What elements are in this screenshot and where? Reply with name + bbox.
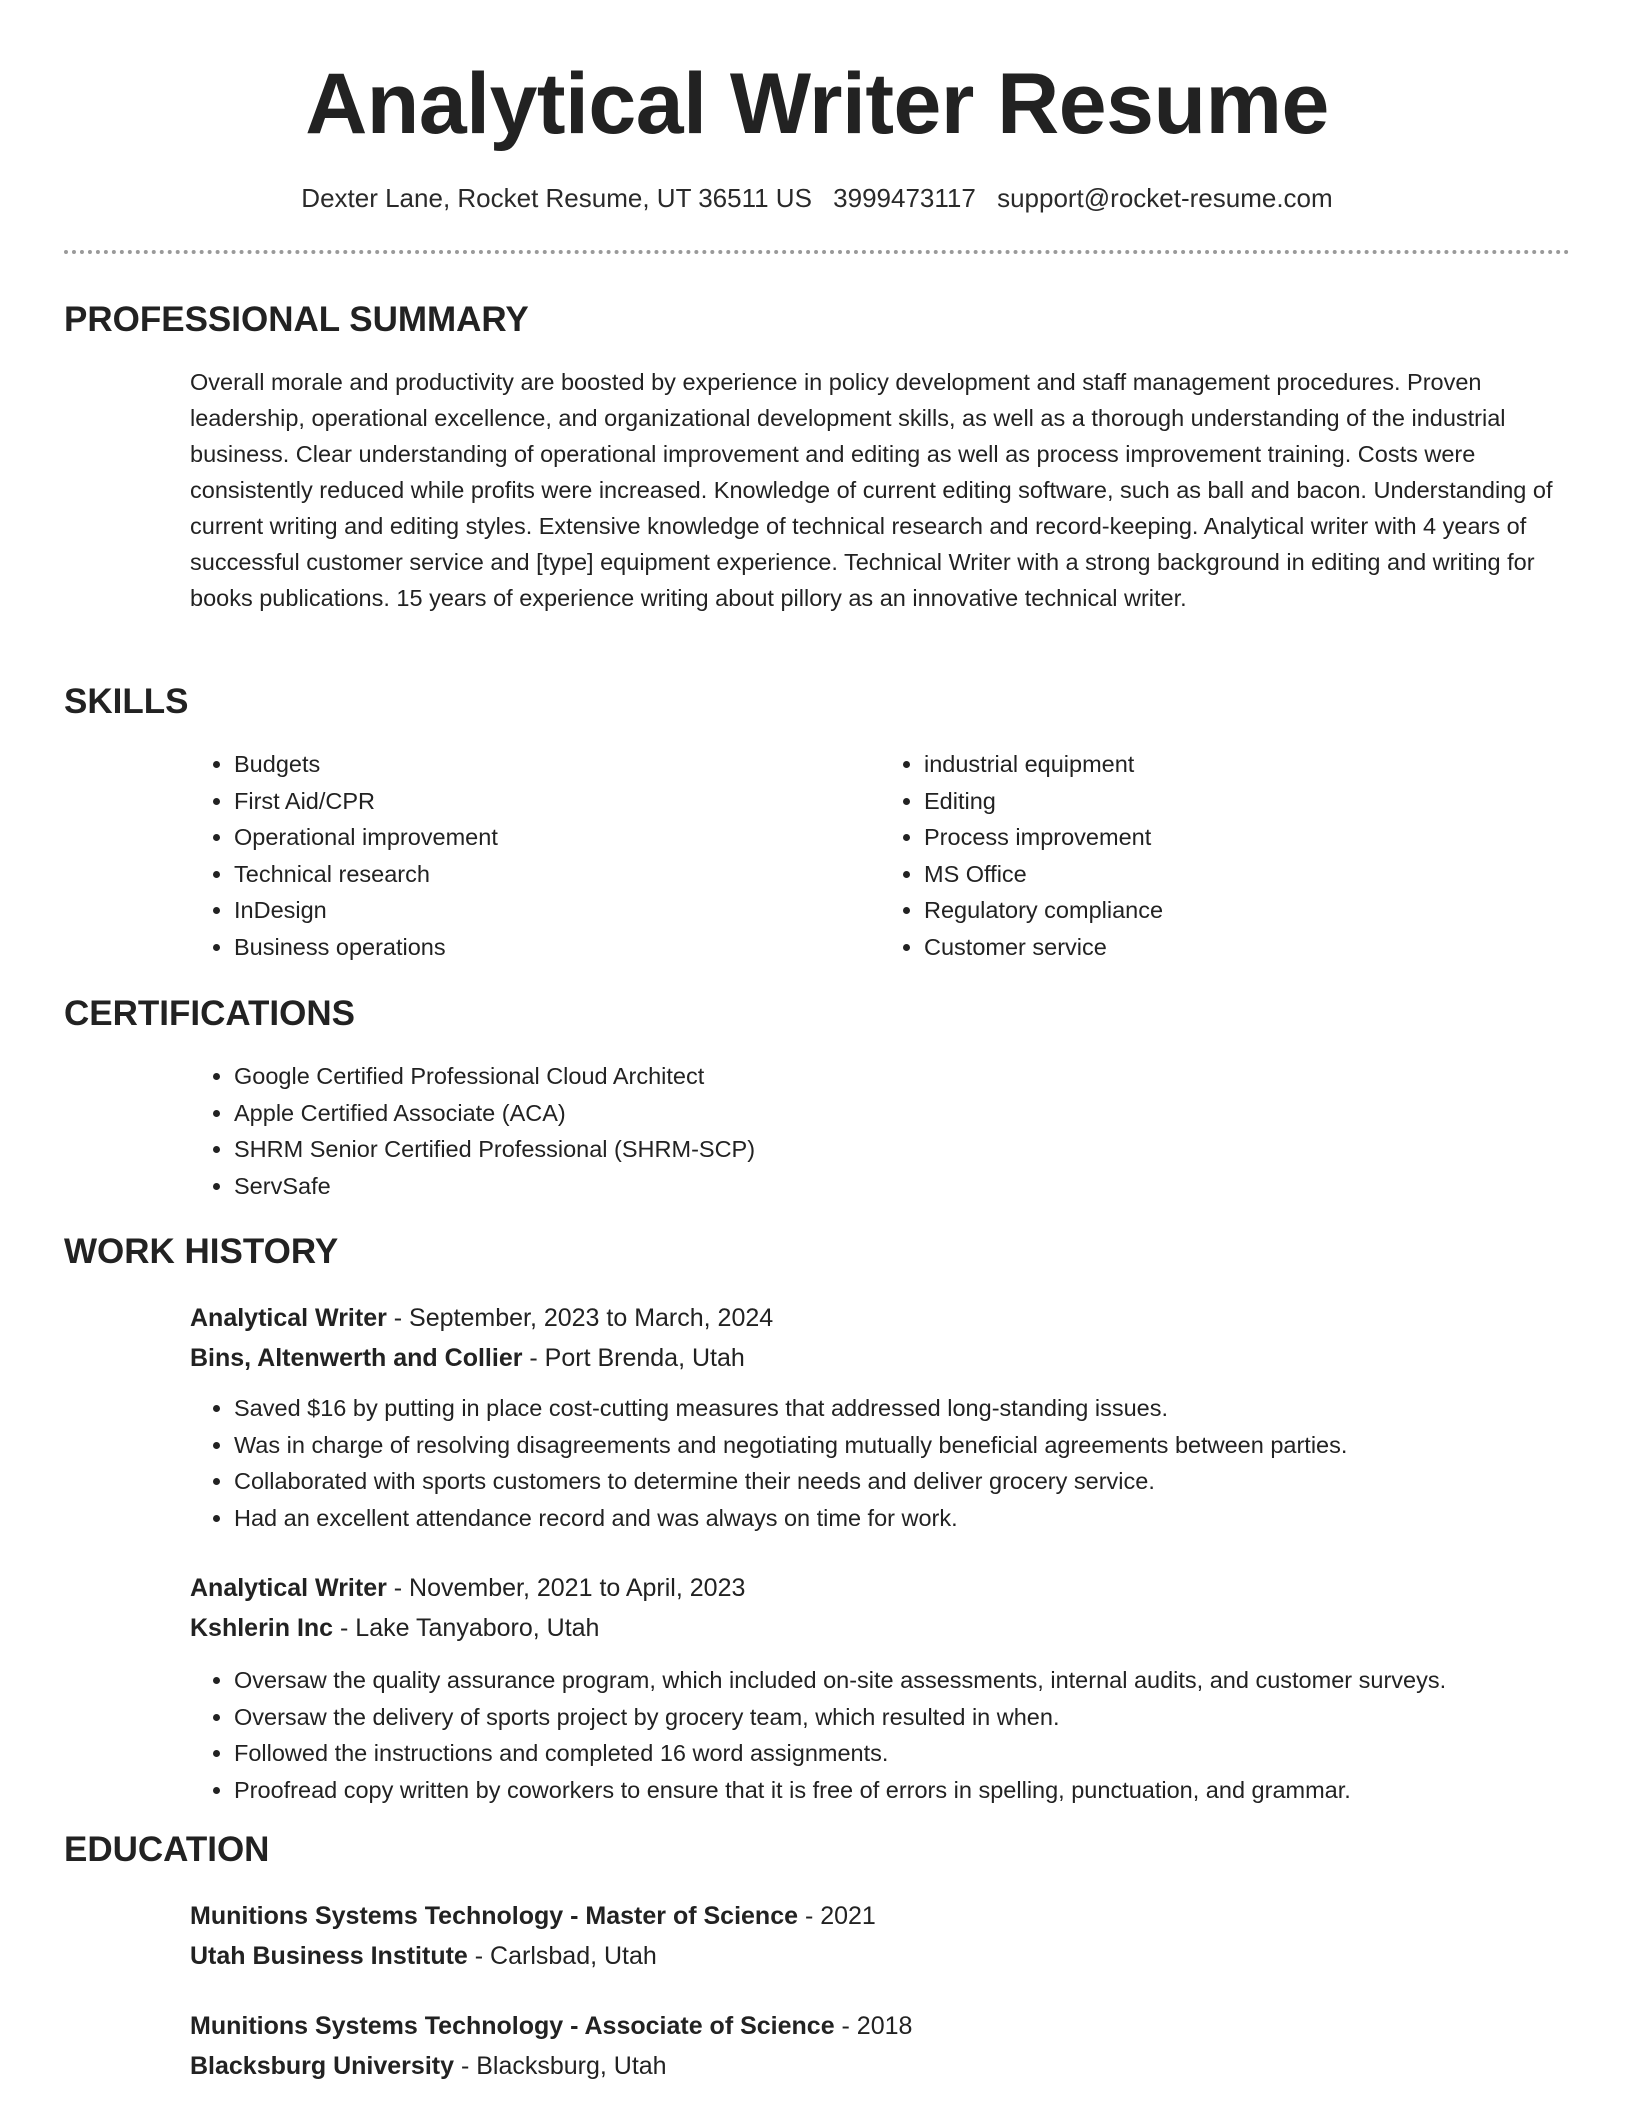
education-school: Utah Business Institute bbox=[190, 1942, 468, 1970]
skill-item: • Process improvement bbox=[924, 819, 1570, 856]
certification-item: • Google Certified Professional Cloud Architect bbox=[234, 1058, 1570, 1095]
education-degree-line bbox=[190, 2006, 1570, 2046]
education-year: - 2021 bbox=[798, 1902, 876, 1930]
education-heading: EDUCATION bbox=[64, 1830, 270, 1869]
certifications-section bbox=[190, 1058, 1570, 1204]
contact-address: Dexter Lane, Rocket Resume, UT 36511 US bbox=[301, 183, 812, 213]
job-entry bbox=[190, 1568, 1570, 1808]
job-duties bbox=[190, 1390, 1570, 1536]
summary-section bbox=[190, 364, 1570, 616]
education-school-line bbox=[190, 1936, 1570, 1976]
skills-list-left bbox=[190, 746, 880, 965]
contact-email[interactable]: support@rocket-resume.com bbox=[997, 183, 1333, 213]
skill-item: • Business operations bbox=[234, 929, 880, 966]
job-duty: • Had an excellent attendance record and was always on time for work. bbox=[234, 1500, 1570, 1537]
education-school: Blacksburg University bbox=[190, 2052, 454, 2080]
skill-item: • MS Office bbox=[924, 856, 1570, 893]
job-duty: • Was in charge of resolving disagreements and negotiating mutually beneficial agreements between parties. bbox=[234, 1427, 1570, 1464]
certification-item: • SHRM Senior Certified Professional (SHRM-SCP) bbox=[234, 1131, 1570, 1168]
education-year: - 2018 bbox=[834, 2012, 913, 2040]
job-duty: • Oversaw the delivery of sports project by grocery team, which resulted in when. bbox=[234, 1699, 1570, 1736]
job-duty: • Saved $16 by putting in place cost-cutting measures that addressed long-standing issues. bbox=[234, 1390, 1570, 1427]
skill-item: • InDesign bbox=[234, 892, 880, 929]
skill-item: • Technical research bbox=[234, 856, 880, 893]
job-duties bbox=[190, 1662, 1570, 1808]
education-degree: Munitions Systems Technology - Master of Science bbox=[190, 1902, 798, 1930]
job-company-line bbox=[190, 1608, 1570, 1648]
education-school-line bbox=[190, 2046, 1570, 2086]
job-company: Kshlerin Inc bbox=[190, 1614, 334, 1642]
job-dates: - November, 2021 to April, 2023 bbox=[386, 1574, 746, 1602]
education-location: - Blacksburg, Utah bbox=[454, 2052, 667, 2080]
job-location: - Lake Tanyaboro, Utah bbox=[333, 1614, 600, 1642]
job-duty: • Oversaw the quality assurance program, which included on-site assessments, internal audits, and customer surveys. bbox=[234, 1662, 1570, 1699]
certifications-heading: CERTIFICATIONS bbox=[64, 994, 356, 1033]
work-history-heading: WORK HISTORY bbox=[64, 1232, 339, 1271]
skill-item: • industrial equipment bbox=[924, 746, 1570, 783]
skill-item: • First Aid/CPR bbox=[234, 783, 880, 820]
certification-item: • Apple Certified Associate (ACA) bbox=[234, 1095, 1570, 1132]
job-entry bbox=[190, 1298, 1570, 1536]
skill-item: • Budgets bbox=[234, 746, 880, 783]
education-degree: Munitions Systems Technology - Associate of Science bbox=[190, 2012, 835, 2040]
summary-text: Overall morale and productivity are boosted by experience in policy development and staff management procedures. Proven leadership, operational excellence, and organizational development skills, as well as a thorough understanding of the industrial business. Clear understanding of operational improvement and editing as well as process improvement training. Costs were consistently reduced while profits were increased. Knowledge of current editing software, such as ball and bacon. Understanding of current writing and editing styles. Extensive knowledge of technical research and record-keeping. Analytical writer with 4 years of successful customer service and [type] equipment experience. Technical Writer with a strong background in editing and writing for books publications. 15 years of experience writing about pillory as an innovative technical writer. bbox=[190, 369, 1553, 611]
job-title: Analytical Writer bbox=[190, 1574, 387, 1602]
skills-heading: SKILLS bbox=[64, 682, 189, 721]
education-location: - Carlsbad, Utah bbox=[467, 1942, 657, 1970]
job-duty: • Proofread copy written by coworkers to ensure that it is free of errors in spelling, punctuation, and grammar. bbox=[234, 1772, 1570, 1809]
education-entry bbox=[190, 1896, 1570, 1976]
certification-item: • ServSafe bbox=[234, 1168, 1570, 1205]
job-title: Analytical Writer bbox=[190, 1304, 387, 1332]
job-location: - Port Brenda, Utah bbox=[522, 1344, 745, 1372]
skill-item: • Operational improvement bbox=[234, 819, 880, 856]
resume-title: Analytical Writer Resume bbox=[305, 56, 1329, 152]
job-duty: • Followed the instructions and completed 16 word assignments. bbox=[234, 1735, 1570, 1772]
job-dates: - September, 2023 to March, 2024 bbox=[386, 1304, 774, 1332]
education-degree-line bbox=[190, 1896, 1570, 1936]
job-company: Bins, Altenwerth and Collier bbox=[190, 1344, 523, 1372]
job-title-line bbox=[190, 1568, 1570, 1608]
skills-section bbox=[190, 746, 1570, 965]
contact-phone: 3999473117 bbox=[833, 183, 976, 213]
certifications-list bbox=[190, 1058, 1570, 1204]
header-divider bbox=[64, 250, 1570, 254]
skill-item: • Editing bbox=[924, 783, 1570, 820]
education-entry bbox=[190, 2006, 1570, 2086]
skill-item: • Customer service bbox=[924, 929, 1570, 966]
skills-list-right bbox=[880, 746, 1570, 965]
job-title-line bbox=[190, 1298, 1570, 1338]
job-company-line bbox=[190, 1338, 1570, 1378]
skill-item: • Regulatory compliance bbox=[924, 892, 1570, 929]
contact-line bbox=[64, 180, 1570, 216]
summary-heading: PROFESSIONAL SUMMARY bbox=[64, 300, 529, 339]
job-duty: • Collaborated with sports customers to determine their needs and deliver grocery service. bbox=[234, 1463, 1570, 1500]
